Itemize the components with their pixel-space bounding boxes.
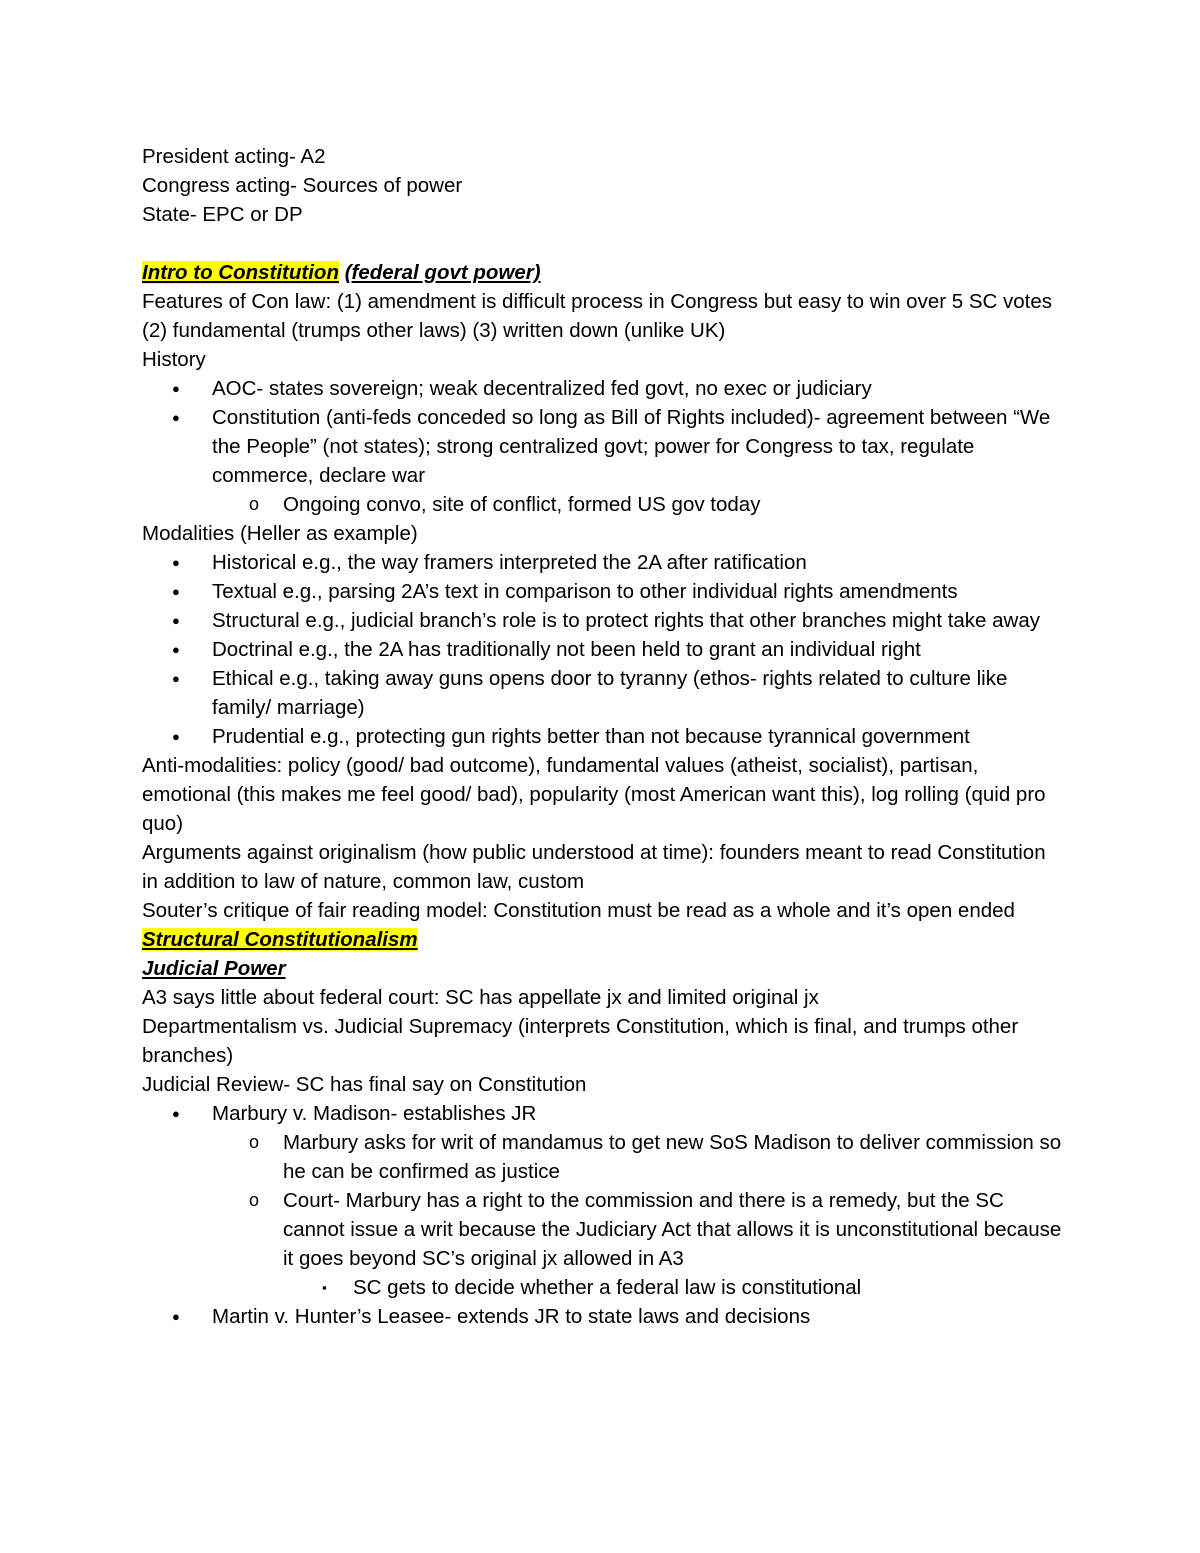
- bullet-icon: ●: [172, 1106, 180, 1121]
- modality-doctrinal: Doctrinal e.g., the 2A has traditionally not been held to grant an individual right: [212, 638, 921, 661]
- features-paragraph: Features of Con law: (1) amendment is difficult process in Congress but easy to win over 5 SC votes (2) fundamental (trumps other laws) (3) written down (unlike UK): [142, 290, 1053, 342]
- blank-line: [142, 229, 1062, 258]
- list-item: [142, 374, 1062, 403]
- square-bullet-icon: ▪: [322, 1280, 327, 1295]
- intro-heading: [142, 258, 1062, 287]
- history-item-constitution: Constitution (anti-feds conceded so long as Bill of Rights included)- agreement between “We the People” (not states); strong centralized govt; power for Congress to tax, regulate commerce, declare war: [212, 406, 1051, 487]
- modality-historical: Historical e.g., the way framers interpreted the 2A after ratification: [212, 551, 807, 574]
- martin-item: Martin v. Hunter’s Leasee- extends JR to state laws and decisions: [212, 1305, 811, 1328]
- bullet-icon: ●: [172, 584, 180, 599]
- marbury-sub-writ: Marbury asks for writ of mandamus to get new SoS Madison to deliver commission so he can be confirmed as justice: [283, 1131, 1062, 1183]
- a3-paragraph: A3 says little about federal court: SC has appellate jx and limited original jx: [142, 986, 819, 1009]
- marbury-subsub-item: SC gets to decide whether a federal law is constitutional: [353, 1276, 862, 1299]
- circle-bullet-icon: o: [249, 494, 260, 514]
- list-item: [142, 722, 1062, 751]
- list-item: [142, 577, 1062, 606]
- circle-bullet-icon: o: [249, 1132, 260, 1152]
- header-line-congress: Congress acting- Sources of power: [142, 174, 463, 197]
- history-label: History: [142, 348, 206, 371]
- judicial-power-text: Judicial Power: [142, 957, 286, 980]
- bullet-icon: ●: [172, 410, 180, 425]
- history-item-aoc: AOC- states sovereign; weak decentralized fed govt, no exec or judiciary: [212, 377, 872, 400]
- anti-modalities-paragraph: Anti-modalities: policy (good/ bad outcome), fundamental values (atheist, socialist), partisan, emotional (this makes me feel good/ bad), popularity (most American want this), log rolling (quid pro quo): [142, 754, 1046, 835]
- bullet-icon: ●: [172, 555, 180, 570]
- bullet-icon: ●: [172, 642, 180, 657]
- list-item: [142, 490, 1062, 519]
- list-item: [142, 548, 1062, 577]
- list-item: [142, 635, 1062, 664]
- marbury-sub-court: Court- Marbury has a right to the commission and there is a remedy, but the SC cannot issue a writ because the Judiciary Act that allows it is unconstitutional because it goes beyond SC’s original jx allowed in A3: [283, 1189, 1062, 1270]
- header-line-president: President acting- A2: [142, 145, 326, 168]
- modality-textual: Textual e.g., parsing 2A’s text in comparison to other individual rights amendments: [212, 580, 958, 603]
- history-sub-item: Ongoing convo, site of conflict, formed US gov today: [283, 493, 761, 516]
- header-line-state: State- EPC or DP: [142, 203, 303, 226]
- bullet-icon: ●: [172, 613, 180, 628]
- structural-heading-highlight: Structural Constitutionalism: [142, 928, 418, 951]
- judicial-review-paragraph: Judicial Review- SC has final say on Constitution: [142, 1073, 587, 1096]
- bullet-icon: ●: [172, 1309, 180, 1324]
- bullet-icon: ●: [172, 381, 180, 396]
- souter-paragraph: Souter’s critique of fair reading model: Constitution must be read as a whole and it’s open ended: [142, 899, 1015, 922]
- modality-ethical: Ethical e.g., taking away guns opens door to tyranny (ethos- rights related to culture like family/ marriage): [212, 667, 1008, 719]
- list-item: [142, 1099, 1062, 1128]
- intro-heading-rest: (federal govt power): [344, 261, 541, 284]
- modalities-label: Modalities (Heller as example): [142, 522, 418, 545]
- departmentalism-paragraph: Departmentalism vs. Judicial Supremacy (interprets Constitution, which is final, and trumps other branches): [142, 1015, 1019, 1067]
- list-item: [142, 606, 1062, 635]
- structural-heading: [142, 925, 1062, 954]
- marbury-item: Marbury v. Madison- establishes JR: [212, 1102, 537, 1125]
- list-item: [142, 1128, 1062, 1186]
- list-item: [142, 403, 1062, 490]
- list-item: [142, 664, 1062, 722]
- intro-heading-highlight: Intro to Constitution: [142, 261, 339, 284]
- document-content: [142, 142, 1062, 1331]
- list-item: [142, 1186, 1062, 1273]
- circle-bullet-icon: o: [249, 1190, 260, 1210]
- originalism-paragraph: Arguments against originalism (how public understood at time): founders meant to read Constitution in addition to law of nature, common law, custom: [142, 841, 1046, 893]
- judicial-power-subheading: [142, 954, 1062, 983]
- modality-prudential: Prudential e.g., protecting gun rights better than not because tyrannical government: [212, 725, 970, 748]
- list-item: [142, 1302, 1062, 1331]
- bullet-icon: ●: [172, 671, 180, 686]
- bullet-icon: ●: [172, 729, 180, 744]
- list-item: [142, 1273, 1062, 1302]
- modality-structural: Structural e.g., judicial branch’s role is to protect rights that other branches might take away: [212, 609, 1041, 632]
